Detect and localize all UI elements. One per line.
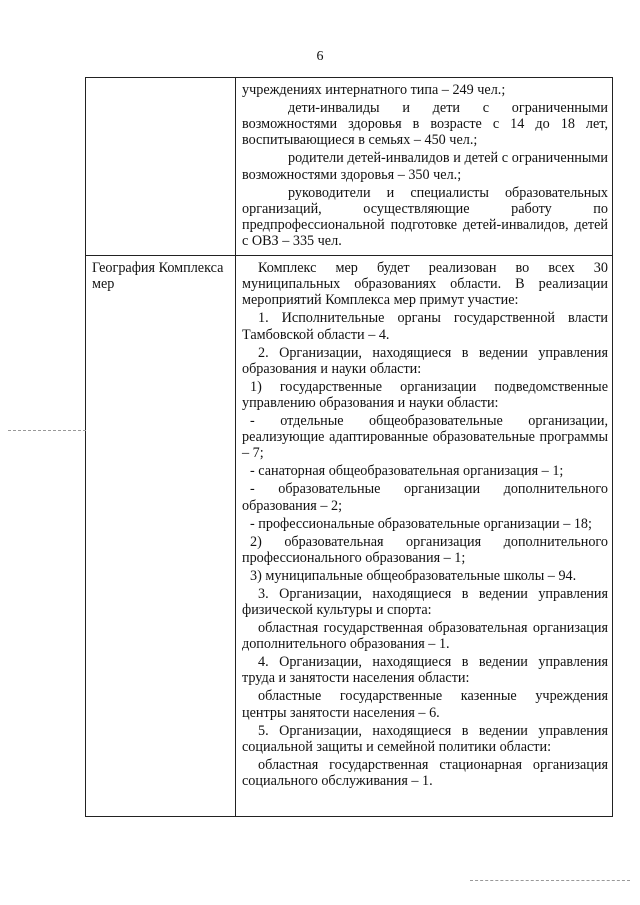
row2-right-cell bbox=[236, 256, 613, 817]
row1-left-cell bbox=[86, 78, 236, 256]
row1-content bbox=[236, 78, 612, 249]
paragraph: 4. Организации, находящиеся в ведении управления труда и занятости населения области: bbox=[242, 654, 608, 687]
paragraph: 3) муниципальные общеобразовательные школы – 94. bbox=[250, 567, 577, 584]
page-number: 6 bbox=[316, 49, 324, 64]
paragraph: 2. Организации, находящиеся в ведении управления образования и науки области: bbox=[242, 344, 608, 377]
paragraph: областные государственные казенные учреждения центры занятости населения – 6. bbox=[242, 688, 608, 721]
paragraph: - санаторная общеобразовательная организация – 1; bbox=[250, 463, 564, 480]
paragraph: 3. Организации, находящиеся в ведении управления физической культуры и спорта: bbox=[242, 585, 608, 619]
paragraph: - отдельные общеобразовательные организации, реализующие адаптированные образовательные программы – 7; bbox=[242, 413, 608, 462]
row2-content bbox=[236, 256, 612, 789]
row1-left-text bbox=[86, 78, 235, 82]
paragraph: областная государственная стационарная организация социального обслуживания – 1. bbox=[242, 756, 608, 790]
paragraph: - образовательные организации дополнительного образования – 2; bbox=[242, 481, 608, 514]
table-row-geography bbox=[86, 256, 613, 817]
scan-artifact-line-left bbox=[8, 430, 86, 431]
row2-left-text: География Комплекса мер bbox=[92, 260, 224, 293]
paragraph: родители детей-инвалидов и детей с ограниченными возможностями здоровья – 350 чел.; bbox=[242, 150, 608, 183]
paragraph: областная государственная образовательная организация дополнительного образования – 1. bbox=[242, 620, 608, 653]
paragraph: 1) государственные организации подведомственные управлению образования и науки области: bbox=[242, 378, 608, 412]
paragraph: Комплекс мер будет реализован во всех 30 муниципальных образованиях области. В реализации мероприятий Комплекса мер примут участие: bbox=[242, 260, 608, 309]
scan-artifact-line-bottom bbox=[470, 880, 630, 881]
row2-left-cell bbox=[86, 256, 236, 817]
paragraph: дети-инвалиды и дети с ограниченными возможностями здоровья в возрасте с 14 до 18 лет, воспитывающиеся в семьях – 450 чел.; bbox=[242, 100, 608, 149]
document-table bbox=[85, 77, 613, 817]
paragraph: 1. Исполнительные органы государственной власти Тамбовской области – 4. bbox=[242, 310, 608, 343]
paragraph: - профессиональные образовательные организации – 18; bbox=[250, 515, 592, 532]
table-row-target-groups bbox=[86, 78, 613, 256]
paragraph: руководители и специалисты образовательных организаций, осуществляющие работу по предпрофессиональной подготовке детей-инвалидов, детей с ОВЗ – 335 чел. bbox=[242, 184, 608, 250]
row1-right-cell bbox=[236, 78, 613, 256]
paragraph: 2) образовательная организация дополнительного профессионального образования – 1; bbox=[242, 533, 608, 566]
paragraph: учреждениях интернатного типа – 249 чел.; bbox=[242, 82, 506, 98]
paragraph: 5. Организации, находящиеся в ведении управления социальной защиты и семейной политики области: bbox=[242, 722, 608, 755]
